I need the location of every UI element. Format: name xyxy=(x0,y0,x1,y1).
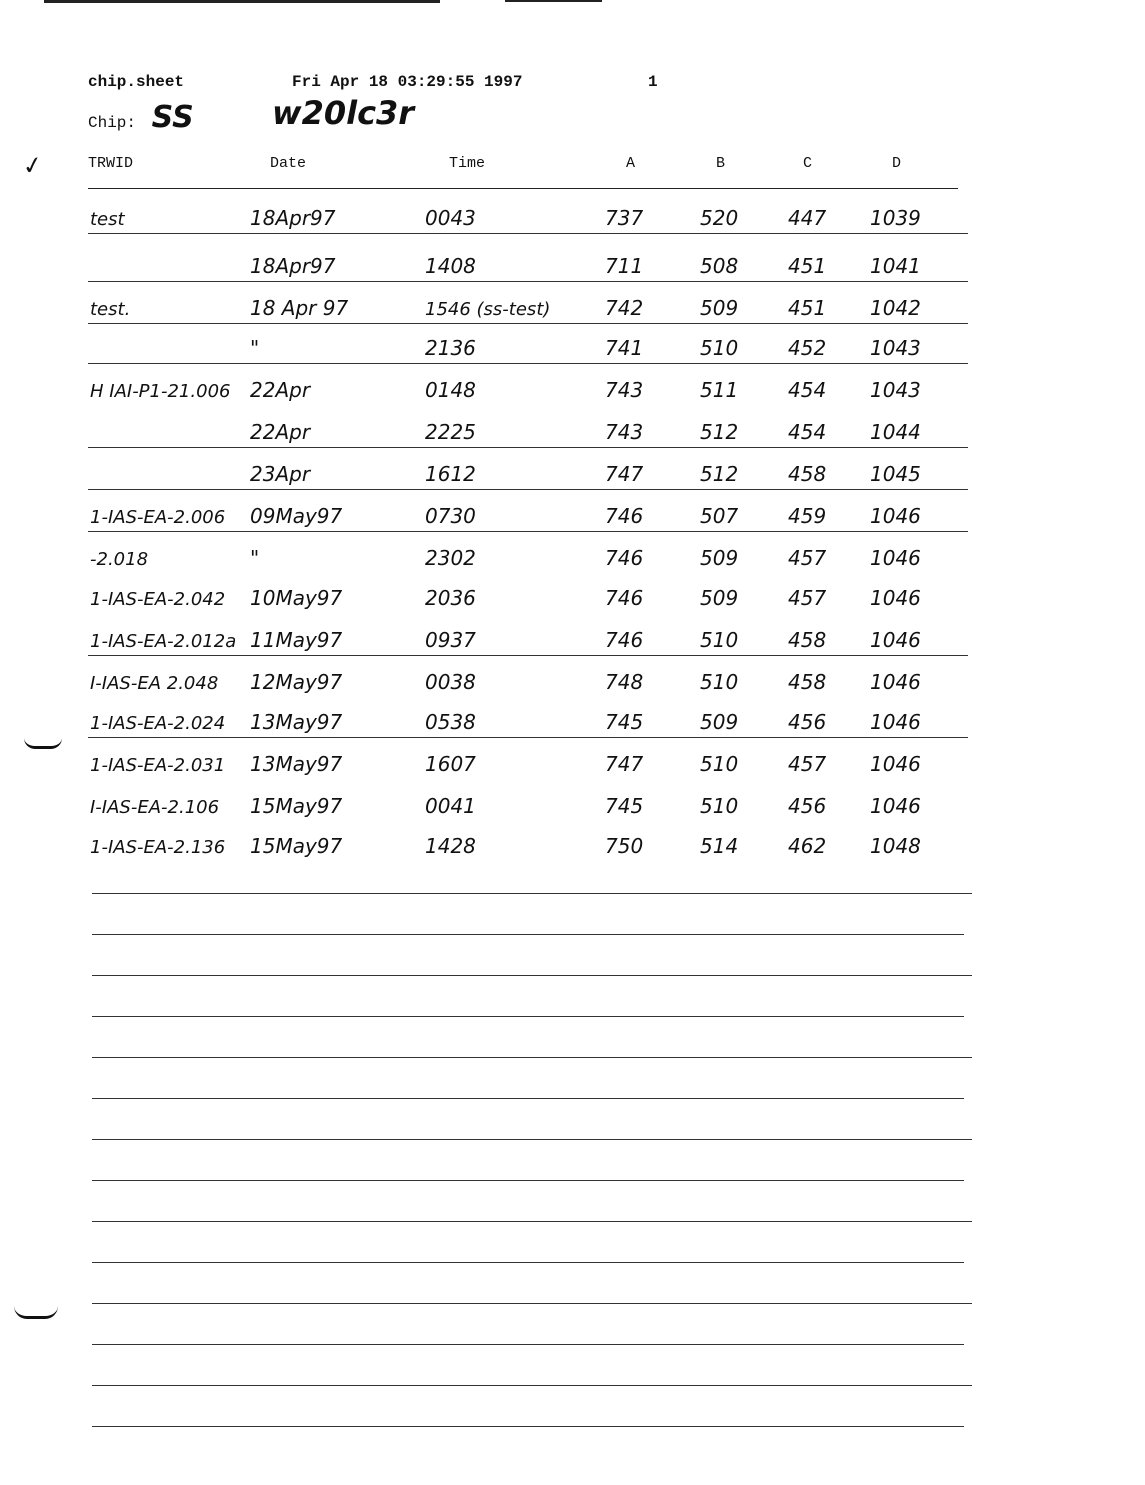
cell-d: 1046 xyxy=(870,752,921,776)
row-underline xyxy=(88,489,968,490)
cell-time: 0041 xyxy=(425,794,476,818)
cell-b: 509 xyxy=(700,710,739,734)
cell-b: 511 xyxy=(700,378,739,402)
blank-rule xyxy=(92,1344,964,1345)
cell-time: 1408 xyxy=(425,254,476,278)
table-row xyxy=(0,618,1145,656)
cell-d: 1046 xyxy=(870,504,921,528)
table-row xyxy=(0,494,1145,532)
cell-c: 454 xyxy=(788,420,827,444)
cell-time: 1428 xyxy=(425,834,476,858)
cell-date: 12May97 xyxy=(250,670,343,694)
margin-tick-mark xyxy=(14,1306,58,1319)
cell-date: 18Apr97 xyxy=(250,254,336,278)
cell-a: 746 xyxy=(605,628,644,652)
cell-trwid: I-IAS-EA 2.048 xyxy=(90,673,219,694)
cell-a: 746 xyxy=(605,586,644,610)
cell-a: 745 xyxy=(605,794,644,818)
row-underline xyxy=(88,281,968,282)
cell-c: 458 xyxy=(788,670,827,694)
cell-date: 22Apr xyxy=(250,420,311,444)
cell-d: 1046 xyxy=(870,710,921,734)
cell-date: 15May97 xyxy=(250,794,343,818)
cell-b: 509 xyxy=(700,586,739,610)
cell-time: 0538 xyxy=(425,710,476,734)
sheet-name: chip.sheet xyxy=(88,73,185,91)
cell-date: 11May97 xyxy=(250,628,343,652)
blank-rule xyxy=(92,1426,964,1427)
cell-a: 748 xyxy=(605,670,644,694)
cell-b: 520 xyxy=(700,206,739,230)
cell-c: 459 xyxy=(788,504,827,528)
table-row xyxy=(0,244,1145,282)
cell-a: 747 xyxy=(605,752,644,776)
cell-b: 510 xyxy=(700,752,739,776)
blank-rule xyxy=(92,975,972,976)
cell-a: 750 xyxy=(605,834,644,858)
table-row xyxy=(0,286,1145,324)
cell-b: 509 xyxy=(700,296,739,320)
cell-b: 514 xyxy=(700,834,739,858)
cell-d: 1046 xyxy=(870,546,921,570)
cell-date: 22Apr xyxy=(250,378,311,402)
cell-a: 747 xyxy=(605,462,644,486)
cell-c: 457 xyxy=(788,586,827,610)
table-row xyxy=(0,326,1145,364)
blank-rule xyxy=(92,1139,972,1140)
cell-trwid: H IAI-P1-21.006 xyxy=(90,381,231,402)
column-header-date: Date xyxy=(270,155,307,172)
blank-rule xyxy=(92,1221,972,1222)
cell-trwid: 1-IAS-EA-2.031 xyxy=(90,755,226,776)
cell-a: 745 xyxy=(605,710,644,734)
cell-time: 1607 xyxy=(425,752,476,776)
cell-b: 510 xyxy=(700,670,739,694)
cell-d: 1046 xyxy=(870,794,921,818)
cell-date: " xyxy=(250,546,260,570)
cell-time: 0937 xyxy=(425,628,476,652)
cell-c: 451 xyxy=(788,296,827,320)
row-underline xyxy=(88,447,968,448)
cell-date: 15May97 xyxy=(250,834,343,858)
blank-rule xyxy=(92,1262,964,1263)
blank-rule xyxy=(92,1385,972,1386)
cell-c: 457 xyxy=(788,752,827,776)
blank-rule xyxy=(92,1180,964,1181)
check-mark-icon: ✓ xyxy=(21,150,44,185)
cell-c: 456 xyxy=(788,794,827,818)
cell-b: 512 xyxy=(700,420,739,444)
cell-trwid: 1-IAS-EA-2.024 xyxy=(90,713,226,734)
cell-c: 452 xyxy=(788,336,827,360)
column-header-trwid: TRWID xyxy=(88,155,134,172)
table-row xyxy=(0,660,1145,698)
cell-b: 508 xyxy=(700,254,739,278)
cell-time: 2136 xyxy=(425,336,476,360)
cell-time: 2225 xyxy=(425,420,476,444)
table-row xyxy=(0,536,1145,574)
cell-a: 743 xyxy=(605,420,644,444)
row-underline xyxy=(88,233,968,234)
chip-handwritten-value: SS xyxy=(151,100,194,135)
cell-d: 1048 xyxy=(870,834,921,858)
cell-d: 1041 xyxy=(870,254,921,278)
top-rule-right xyxy=(505,0,602,2)
cell-time: 1546 (ss-test) xyxy=(425,299,551,320)
top-rule-left xyxy=(44,0,440,3)
table-row xyxy=(0,700,1145,738)
cell-b: 510 xyxy=(700,336,739,360)
cell-a: 741 xyxy=(605,336,644,360)
cell-b: 510 xyxy=(700,628,739,652)
row-underline xyxy=(88,737,968,738)
cell-c: 458 xyxy=(788,628,827,652)
page-number: 1 xyxy=(648,73,658,91)
cell-b: 507 xyxy=(700,504,739,528)
cell-d: 1043 xyxy=(870,336,921,360)
cell-date: 09May97 xyxy=(250,504,343,528)
chip-field xyxy=(88,100,194,135)
cell-time: 2302 xyxy=(425,546,476,570)
cell-time: 0730 xyxy=(425,504,476,528)
cell-time: 0148 xyxy=(425,378,476,402)
column-header-a: A xyxy=(626,155,636,172)
cell-b: 509 xyxy=(700,546,739,570)
cell-trwid: test. xyxy=(90,299,131,320)
cell-c: 457 xyxy=(788,546,827,570)
cell-d: 1043 xyxy=(870,378,921,402)
table-row xyxy=(0,784,1145,822)
cell-trwid: I-IAS-EA-2.106 xyxy=(90,797,220,818)
cell-time: 2036 xyxy=(425,586,476,610)
row-underline xyxy=(88,323,968,324)
table-row xyxy=(0,576,1145,614)
cell-time: 0043 xyxy=(425,206,476,230)
cell-d: 1046 xyxy=(870,628,921,652)
blank-rule xyxy=(92,1016,964,1017)
chip-code: w20lc3r xyxy=(272,94,415,132)
cell-trwid: test xyxy=(90,209,125,230)
blank-rule xyxy=(92,893,972,894)
cell-c: 451 xyxy=(788,254,827,278)
blank-rule xyxy=(92,1303,972,1304)
chip-label: Chip: xyxy=(88,114,137,132)
cell-c: 447 xyxy=(788,206,827,230)
cell-d: 1046 xyxy=(870,670,921,694)
cell-d: 1045 xyxy=(870,462,921,486)
cell-a: 742 xyxy=(605,296,644,320)
cell-date: " xyxy=(250,336,260,360)
cell-a: 746 xyxy=(605,546,644,570)
cell-a: 737 xyxy=(605,206,644,230)
blank-rule xyxy=(92,1057,972,1058)
table-row xyxy=(0,824,1145,862)
cell-b: 510 xyxy=(700,794,739,818)
cell-d: 1042 xyxy=(870,296,921,320)
column-header-time: Time xyxy=(449,155,486,172)
cell-d: 1044 xyxy=(870,420,921,444)
row-underline xyxy=(88,655,968,656)
cell-a: 746 xyxy=(605,504,644,528)
cell-c: 458 xyxy=(788,462,827,486)
table-row xyxy=(0,452,1145,490)
cell-d: 1039 xyxy=(870,206,921,230)
cell-trwid: 1-IAS-EA-2.006 xyxy=(90,507,226,528)
column-header-c: C xyxy=(803,155,813,172)
cell-trwid: 1-IAS-EA-2.012a xyxy=(90,631,237,652)
cell-date: 23Apr xyxy=(250,462,311,486)
table-row xyxy=(0,368,1145,406)
cell-a: 743 xyxy=(605,378,644,402)
cell-b: 512 xyxy=(700,462,739,486)
column-header-d: D xyxy=(892,155,902,172)
cell-date: 18Apr97 xyxy=(250,206,336,230)
blank-rule xyxy=(92,1098,964,1099)
cell-date: 10May97 xyxy=(250,586,343,610)
cell-time: 0038 xyxy=(425,670,476,694)
print-timestamp: Fri Apr 18 03:29:55 1997 xyxy=(292,73,523,91)
cell-date: 13May97 xyxy=(250,710,343,734)
cell-c: 456 xyxy=(788,710,827,734)
column-header-b: B xyxy=(716,155,726,172)
cell-trwid: 1-IAS-EA-2.042 xyxy=(90,589,226,610)
cell-date: 13May97 xyxy=(250,752,343,776)
cell-date: 18 Apr 97 xyxy=(250,296,349,320)
header-rule xyxy=(88,188,958,189)
cell-c: 454 xyxy=(788,378,827,402)
row-underline xyxy=(88,531,968,532)
cell-time: 1612 xyxy=(425,462,476,486)
cell-trwid: 1-IAS-EA-2.136 xyxy=(90,837,226,858)
table-row xyxy=(0,742,1145,780)
table-row xyxy=(0,196,1145,234)
blank-rule xyxy=(92,934,964,935)
row-underline xyxy=(88,363,968,364)
cell-trwid: -2.018 xyxy=(90,549,149,570)
table-row xyxy=(0,410,1145,448)
cell-c: 462 xyxy=(788,834,827,858)
cell-d: 1046 xyxy=(870,586,921,610)
cell-a: 711 xyxy=(605,254,644,278)
